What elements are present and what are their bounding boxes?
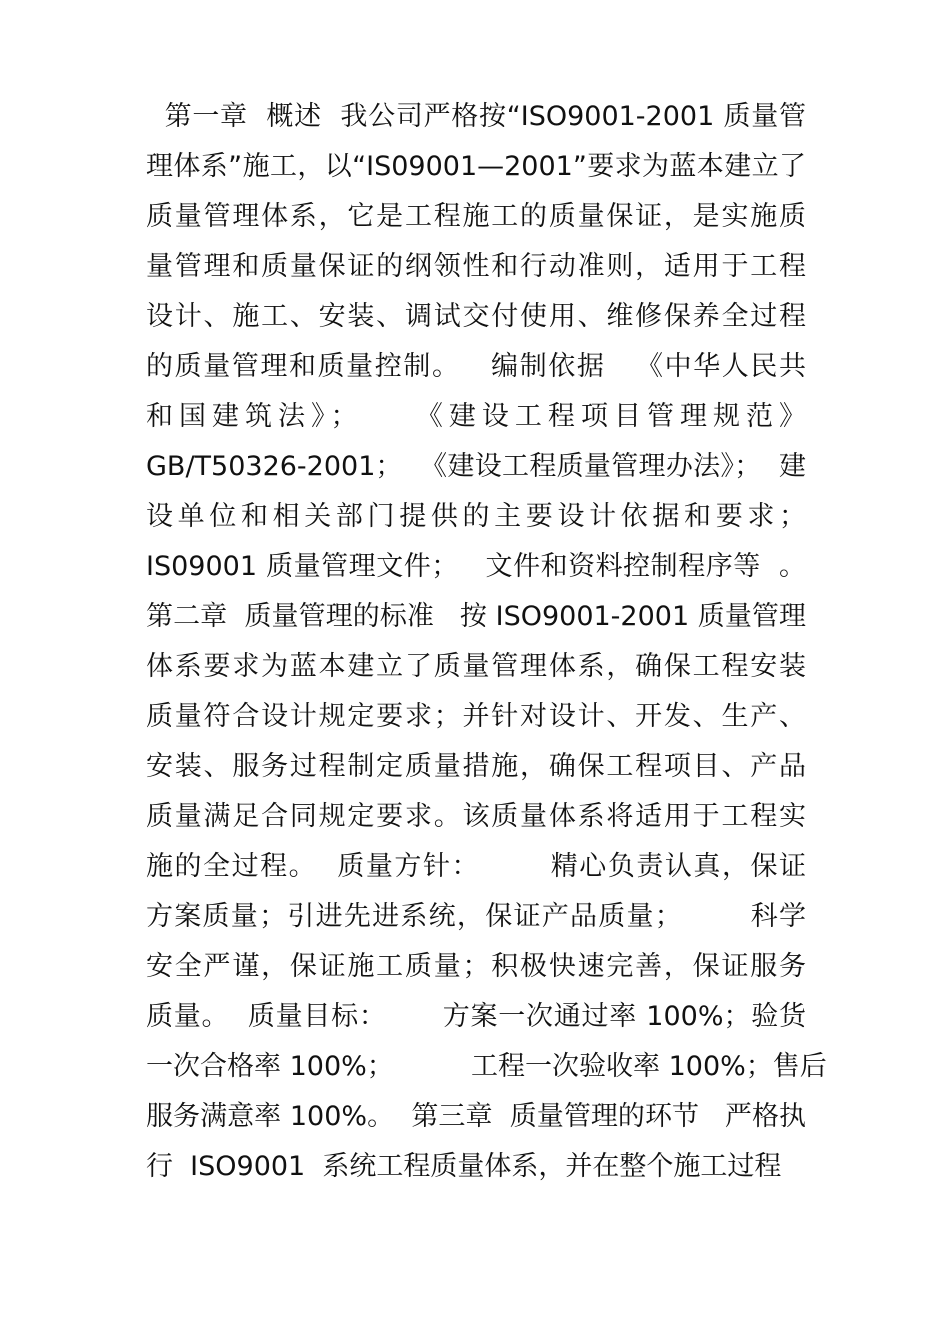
text-line: 第一章 概述 我公司严格按“ISO9001-2001 质量管 bbox=[146, 101, 806, 132]
text-line: 服务满意率 100%。 第三章 质量管理的环节 严格执 bbox=[146, 1101, 806, 1132]
text-line: 设计、施工、安装、调试交付使用、维修保养全过程 bbox=[146, 301, 806, 332]
text-line: 理体系”施工，以“IS09001—2001”要求为蓝本建立了 bbox=[146, 151, 806, 182]
text-line: 第二章 质量管理的标准 按 ISO9001-2001 质量管理 bbox=[146, 601, 806, 632]
document-body bbox=[146, 92, 827, 1192]
text-line: IS09001 质量管理文件； 文件和资料控制程序等 。 bbox=[146, 551, 806, 582]
text-line: 设单位和相关部门提供的主要设计依据和要求； bbox=[146, 501, 806, 532]
text-line: 安全严谨，保证施工质量；积极快速完善，保证服务 bbox=[146, 951, 806, 982]
text-line: 行 ISO9001 系统工程质量体系，并在整个施工过程 bbox=[146, 1151, 782, 1182]
text-line: 体系要求为蓝本建立了质量管理体系，确保工程安装 bbox=[146, 651, 806, 682]
text-line: 方案质量；引进先进系统，保证产品质量； 科学 bbox=[146, 901, 806, 932]
text-line: 安装、服务过程制定质量措施，确保工程项目、产品 bbox=[146, 751, 806, 782]
text-line: 质量管理体系，它是工程施工的质量保证，是实施质 bbox=[146, 201, 806, 232]
text-line: 质量符合设计规定要求；并针对设计、开发、生产、 bbox=[146, 701, 806, 732]
text-line: 质量满足合同规定要求。该质量体系将适用于工程实 bbox=[146, 801, 806, 832]
text-line: 施的全过程。 质量方针： 精心负责认真，保证 bbox=[146, 851, 806, 882]
text-line: 量管理和质量保证的纲领性和行动准则，适用于工程 bbox=[146, 251, 806, 282]
text-line: 一次合格率 100%； 工程一次验收率 100%；售后 bbox=[146, 1051, 827, 1082]
text-line: 质量。 质量目标： 方案一次通过率 100%；验货 bbox=[146, 1001, 806, 1032]
text-line: GB/T50326-2001； 《建设工程质量管理办法》； 建 bbox=[146, 451, 806, 482]
text-line: 和国建筑法》； 《建设工程项目管理规范》 bbox=[146, 401, 806, 432]
text-line: 的质量管理和质量控制。 编制依据 《中华人民共 bbox=[146, 351, 806, 382]
